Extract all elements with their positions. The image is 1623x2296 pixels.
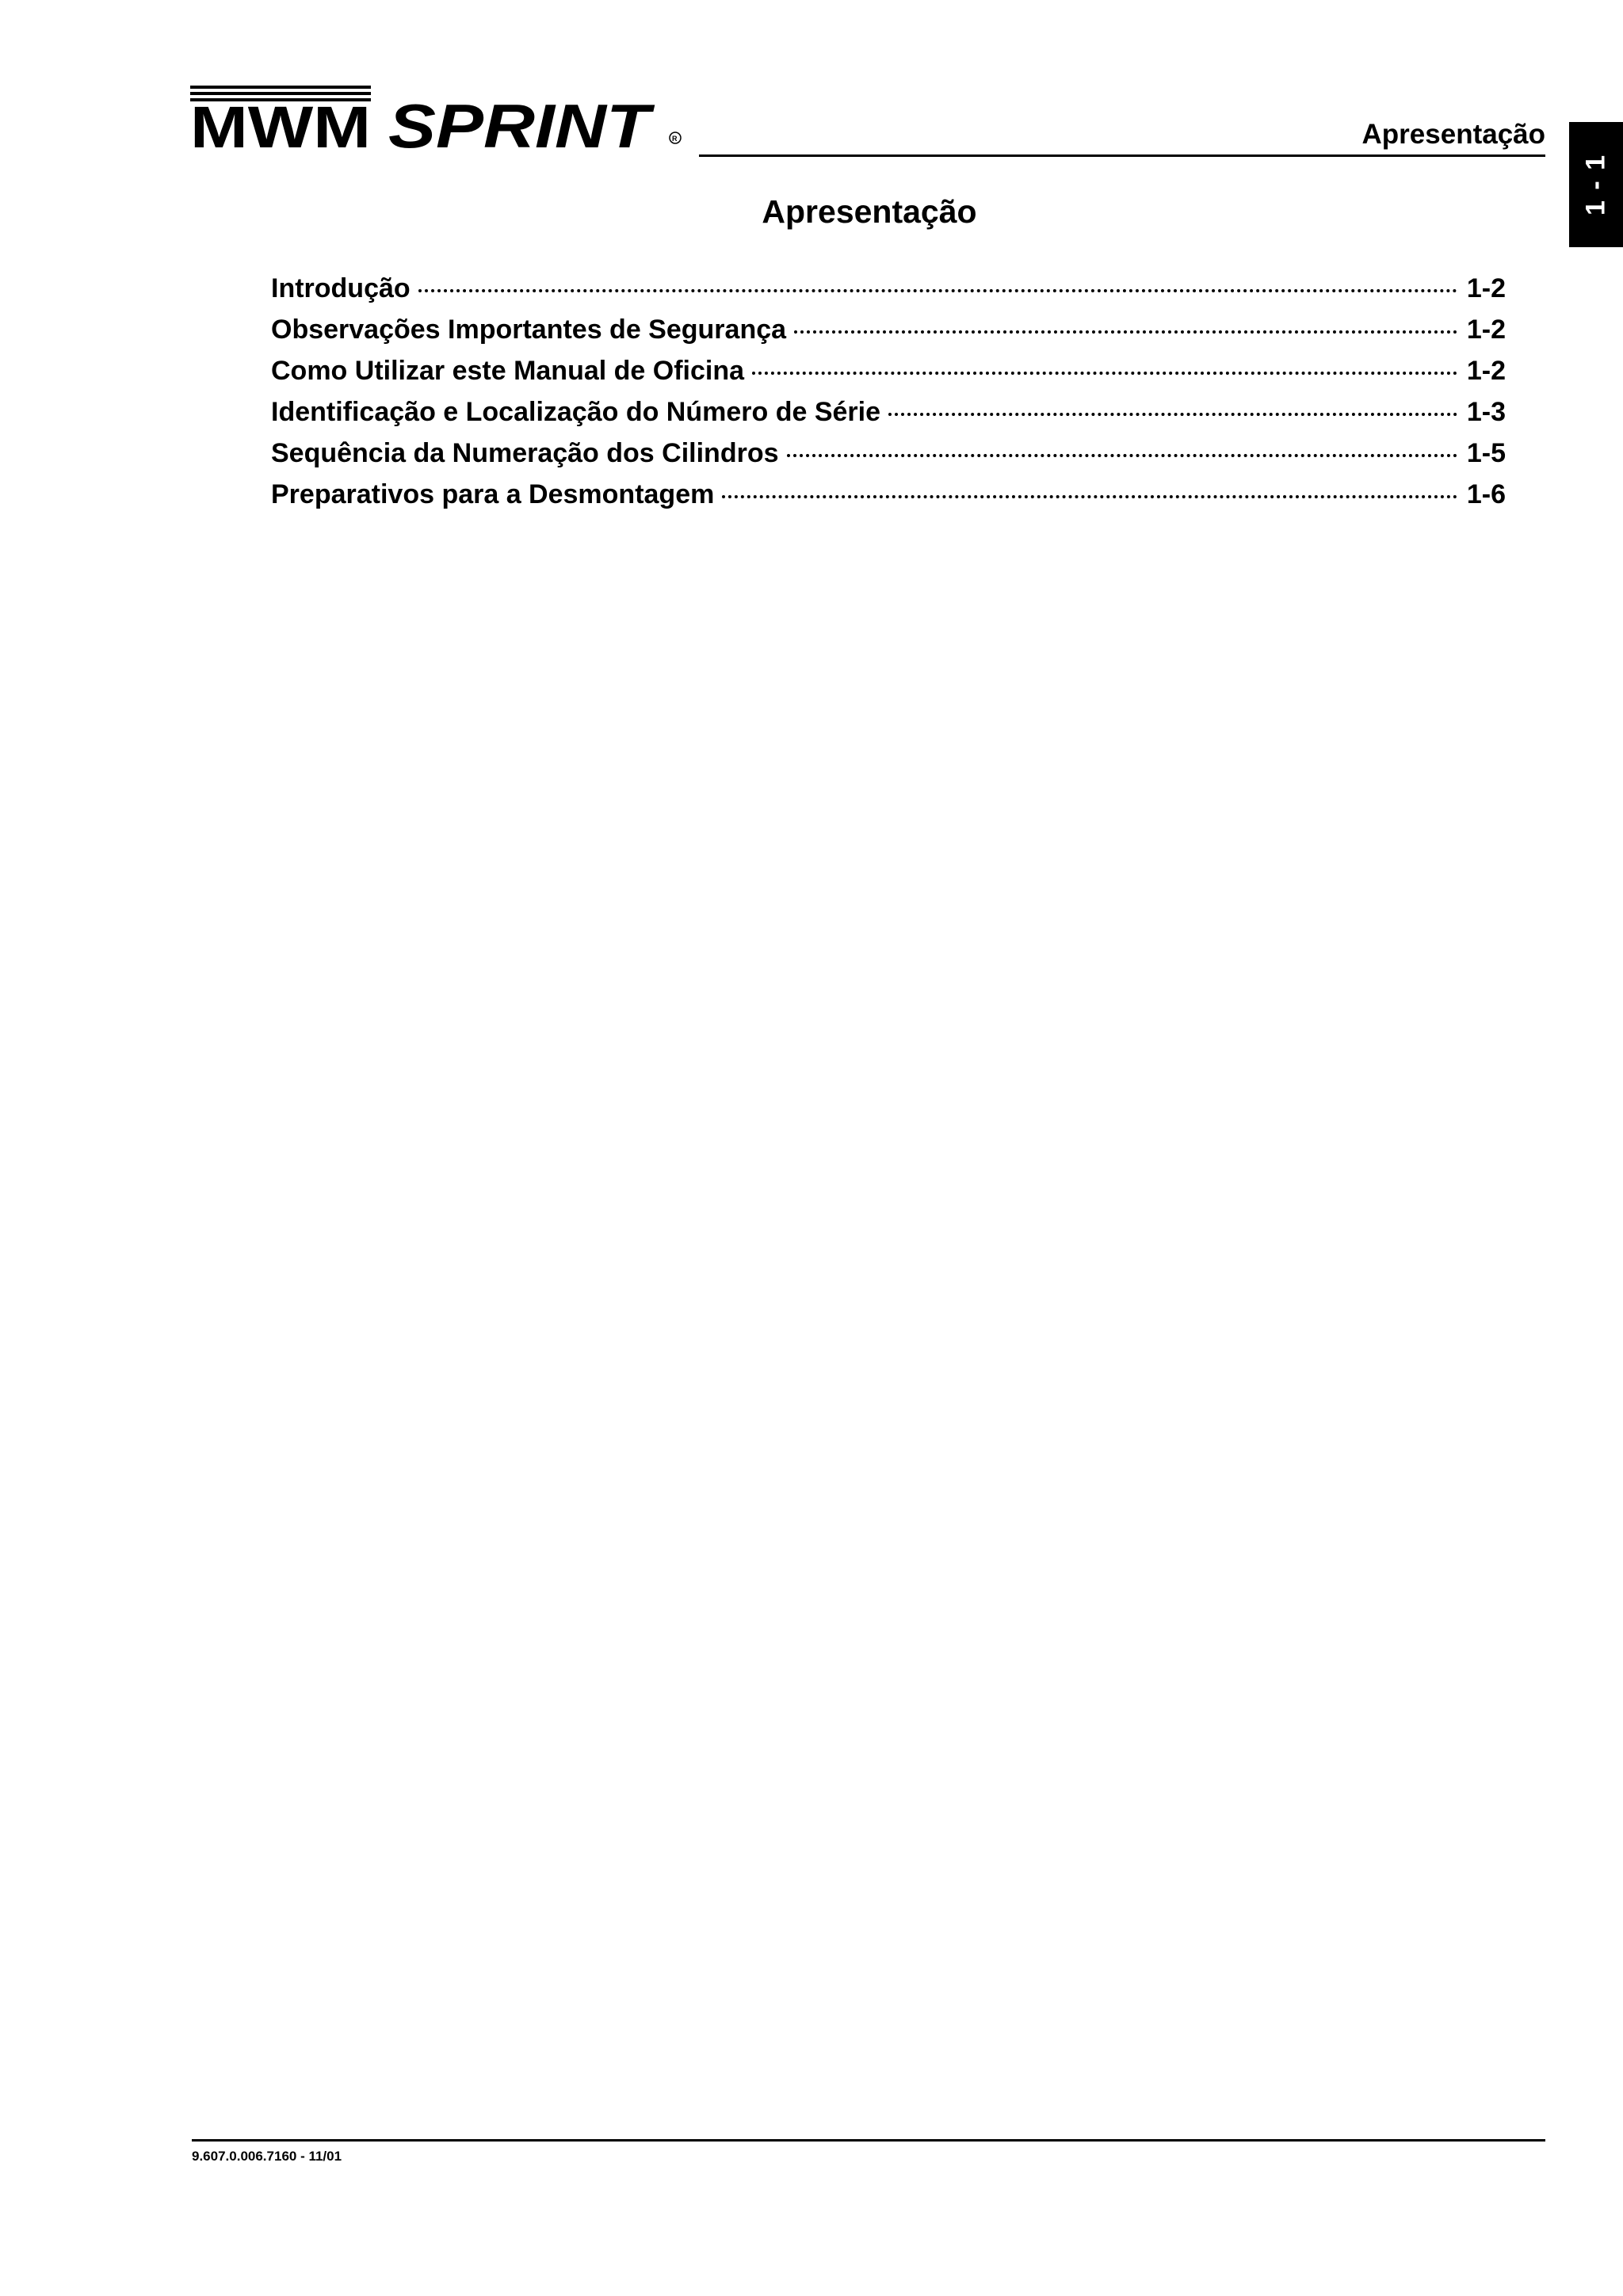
toc-leader-dots — [787, 454, 1457, 457]
toc-leader-dots — [794, 330, 1457, 334]
toc-entry-identificacao[interactable] — [271, 395, 1506, 436]
toc-entry-label: Observações Importantes de Segurança — [271, 315, 787, 345]
toc-entry-page: 1-2 — [1466, 356, 1506, 386]
toc-entry-page: 1-2 — [1466, 315, 1506, 345]
toc-entry-label: Introdução — [271, 273, 411, 303]
toc-leader-dots — [752, 372, 1457, 375]
toc-entry-preparativos[interactable] — [271, 477, 1506, 518]
toc-entry-label: Identificação e Localização do Número de Série — [271, 397, 881, 427]
mwm-sprint-logo — [190, 86, 682, 154]
toc-entry-page: 1-3 — [1466, 397, 1506, 427]
toc-entry-page: 1-2 — [1466, 273, 1506, 303]
toc-entry-page: 1-6 — [1466, 479, 1506, 509]
header-section-title: Apresentação — [1361, 119, 1545, 150]
table-of-contents — [271, 271, 1506, 518]
header-rule — [699, 154, 1545, 157]
toc-entry-label: Como Utilizar este Manual de Oficina — [271, 356, 745, 386]
svg-text:R: R — [672, 135, 678, 143]
footer-document-code: 9.607.0.006.7160 - 11/01 — [192, 2149, 342, 2164]
page-title: Apresentação — [762, 193, 977, 230]
toc-entry-label: Sequência da Numeração dos Cilindros — [271, 438, 779, 468]
svg-text:SPRINT: SPRINT — [388, 91, 656, 154]
svg-text:MWM: MWM — [190, 94, 371, 154]
footer-rule — [192, 2139, 1545, 2142]
toc-leader-dots — [888, 413, 1457, 416]
toc-entry-page: 1-5 — [1466, 438, 1506, 468]
toc-leader-dots — [722, 495, 1457, 498]
toc-entry-observacoes[interactable] — [271, 312, 1506, 353]
toc-entry-introducao[interactable] — [271, 271, 1506, 312]
toc-entry-como-utilizar[interactable] — [271, 353, 1506, 395]
chapter-tab-label: 1 - 1 — [1580, 153, 1611, 216]
toc-leader-dots — [418, 289, 1457, 292]
toc-entry-sequencia[interactable] — [271, 436, 1506, 477]
toc-entry-label: Preparativos para a Desmontagem — [271, 479, 715, 509]
